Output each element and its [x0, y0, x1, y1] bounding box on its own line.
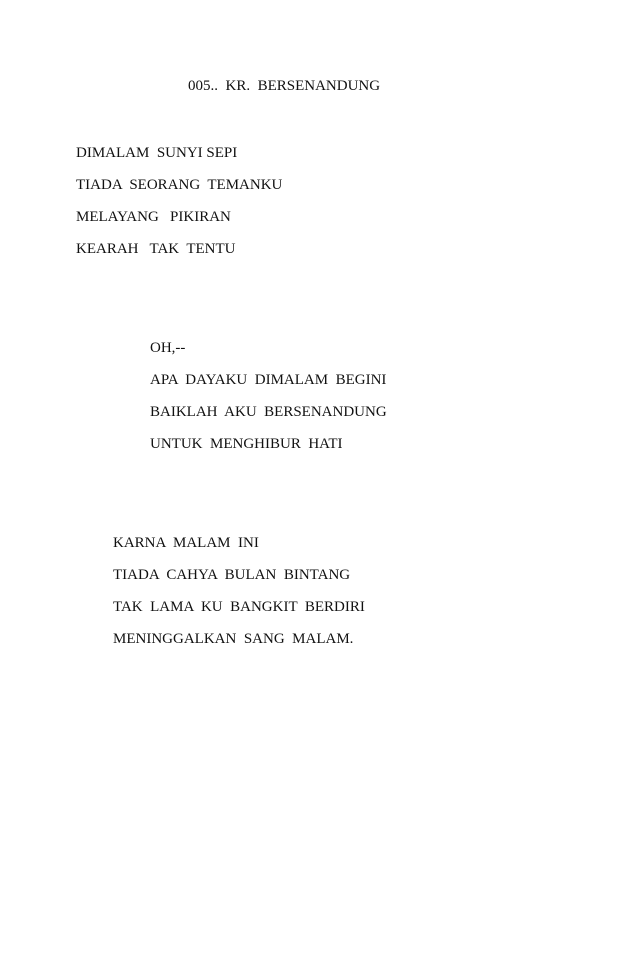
lyric-line: KARNA MALAM INI: [113, 535, 259, 551]
lyric-line: TAK LAMA KU BANGKIT BERDIRI: [113, 599, 365, 615]
lyric-line: UNTUK MENGHIBUR HATI: [150, 436, 343, 452]
lyric-line: TIADA SEORANG TEMANKU: [76, 177, 283, 193]
lyric-line: DIMALAM SUNYI SEPI: [76, 145, 238, 161]
lyric-line: MELAYANG PIKIRAN: [76, 209, 231, 225]
lyric-line: BAIKLAH AKU BERSENANDUNG: [150, 404, 387, 420]
lyric-line: KEARAH TAK TENTU: [76, 241, 236, 257]
lyric-line: TIADA CAHYA BULAN BINTANG: [113, 567, 351, 583]
lyric-line: MENINGGALKAN SANG MALAM.: [113, 631, 354, 647]
lyric-line: OH,--: [150, 340, 186, 356]
song-title: 005.. KR. BERSENANDUNG: [188, 78, 381, 94]
lyric-line: APA DAYAKU DIMALAM BEGINI: [150, 372, 387, 388]
